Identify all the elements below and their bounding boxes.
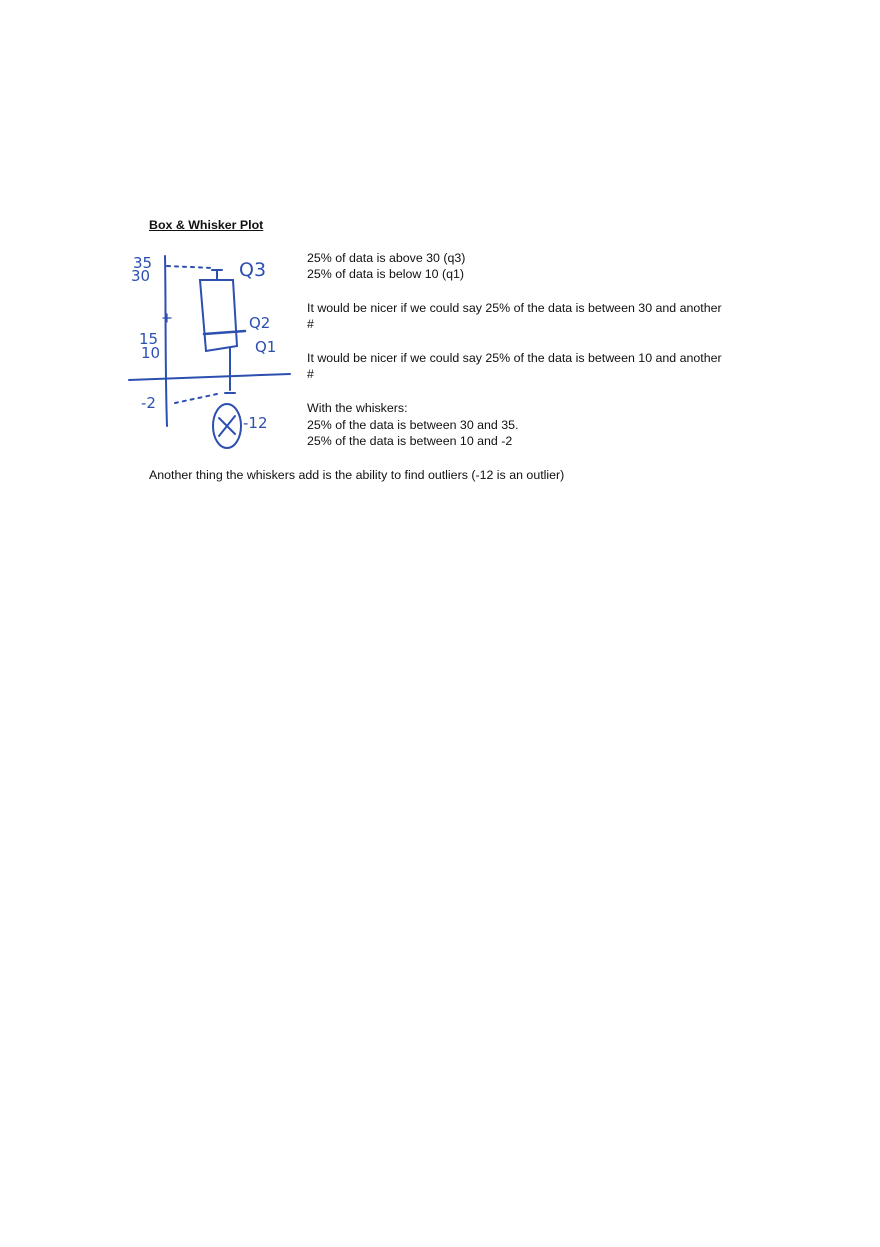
note-line: 25% of data is below 10 (q1) xyxy=(307,267,465,281)
note-line: 25% of the data is between 30 and 35. xyxy=(307,418,519,432)
outlier-x xyxy=(219,416,235,436)
label-35: 35 xyxy=(133,254,153,272)
dotted-35 xyxy=(167,266,213,268)
label-q1: Q1 xyxy=(255,338,277,356)
x-axis xyxy=(129,374,290,380)
label-30: 30 xyxy=(131,267,151,285)
footer-note: Another thing the whiskers add is the ability to find outliers (-12 is an outlier) xyxy=(149,468,565,482)
median-line xyxy=(204,331,245,334)
label-q3: Q3 xyxy=(239,259,267,281)
y-axis xyxy=(165,256,167,426)
note-line: # xyxy=(307,367,314,381)
note-line: With the whiskers: xyxy=(307,401,408,415)
tick-mark xyxy=(163,314,171,322)
lower-whisker xyxy=(225,348,235,393)
label-10: 10 xyxy=(141,344,161,362)
box-whisker-sketch xyxy=(105,248,305,458)
upper-whisker xyxy=(212,270,222,280)
label-q2: Q2 xyxy=(249,314,271,332)
dotted-neg2 xyxy=(175,394,217,403)
box xyxy=(200,280,237,351)
label-outlier: -12 xyxy=(243,414,268,432)
note-line: It would be nicer if we could say 25% of the data is between 10 and another xyxy=(307,351,722,365)
note-line: 25% of data is above 30 (q3) xyxy=(307,251,466,265)
note-line: It would be nicer if we could say 25% of the data is between 30 and another xyxy=(307,301,722,315)
label-15: 15 xyxy=(139,330,159,348)
note-line: # xyxy=(307,317,314,331)
page-title: Box & Whisker Plot xyxy=(149,218,264,232)
note-line: 25% of the data is between 10 and -2 xyxy=(307,434,513,448)
label-neg2: -2 xyxy=(141,394,156,412)
